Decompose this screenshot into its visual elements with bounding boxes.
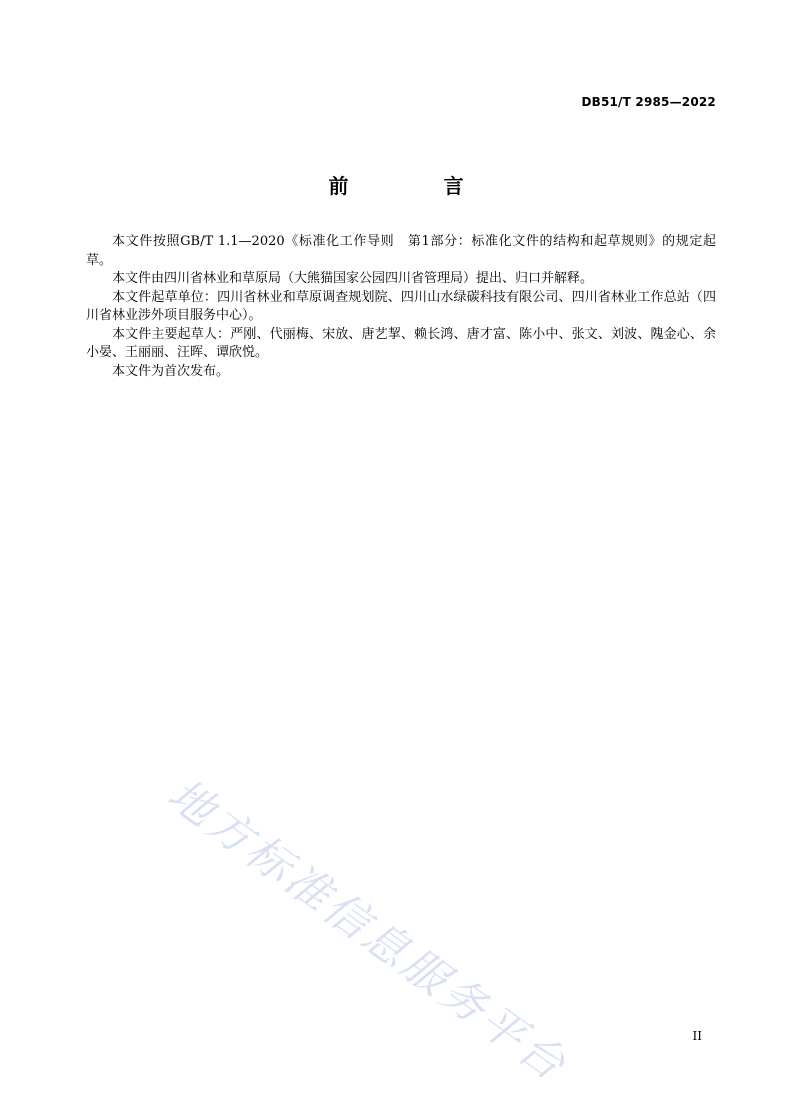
paragraph-proposer: 本文件由四川省林业和草原局（大熊猫国家公园四川省管理局）提出、归口并解释。 [112,271,594,286]
paragraph-first-release: 本文件为首次发布。 [112,363,230,379]
standard-code: DB51/T 2985—2022 [581,95,716,109]
paragraph-drafters: 本文件主要起草人：严刚、代丽梅、宋放、唐艺挈、赖长鸿、唐才富、陈小中、张文、刘波、隗金心、余小晏、王丽丽、汪晖、谭欣悦。 [86,326,716,360]
watermark: 地方标准信息服务平台 [158,768,577,1093]
paragraph-drafting-rules: 本文件按照GB/T 1.1—2020《标准化工作导则 第1部分：标准化文件的结构和起草规则》的规定起草。 [86,234,716,268]
foreword-body [86,233,716,381]
page-number: II [692,1029,702,1043]
paragraph-drafting-units: 本文件起草单位：四川省林业和草原调查规划院、四川山水绿碳科技有限公司、四川省林业工作总站（四川省林业涉外项目服务中心）。 [86,289,716,323]
page-title: 前 言 [328,174,508,198]
